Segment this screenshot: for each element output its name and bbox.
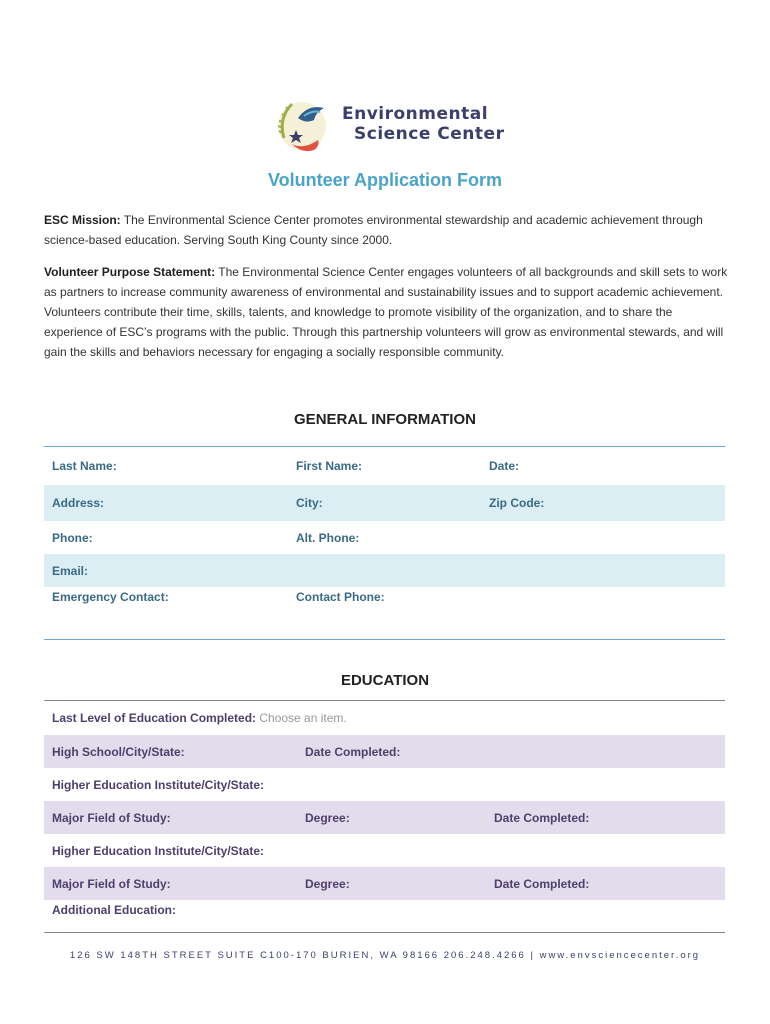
form-title: Volunteer Application Form bbox=[267, 170, 502, 190]
row-major-2 bbox=[44, 867, 725, 900]
address-field[interactable]: Address: bbox=[52, 496, 105, 510]
row-address bbox=[44, 485, 725, 521]
date-field[interactable]: Date: bbox=[489, 459, 520, 473]
row-name-date bbox=[44, 447, 725, 485]
high-school-field[interactable]: High School/City/State: bbox=[52, 744, 185, 759]
mission-text: The Environmental Science Center promotes environmental stewardship and academic achievement through science-based education. Serving South King County since 2000. bbox=[44, 213, 703, 247]
mission-label: ESC Mission: bbox=[44, 213, 121, 227]
last-level-label: Last Level of Education Completed: bbox=[52, 711, 257, 725]
higher-ed-2-field[interactable]: Higher Education Institute/City/State: bbox=[52, 843, 265, 858]
row-major-1 bbox=[44, 801, 725, 834]
degree-2-field[interactable]: Degree: bbox=[305, 876, 350, 891]
education-bottom-rule bbox=[44, 932, 725, 933]
purpose-label: Volunteer Purpose Statement: bbox=[44, 265, 216, 279]
row-phone bbox=[44, 521, 725, 554]
mission-paragraph bbox=[44, 210, 734, 250]
general-information-heading: GENERAL INFORMATION bbox=[294, 411, 476, 428]
higher-ed-1-field[interactable]: Higher Education Institute/City/State: bbox=[52, 777, 265, 792]
logo-wordmark bbox=[342, 104, 504, 144]
education-heading: EDUCATION bbox=[340, 672, 430, 689]
contact-phone-field[interactable]: Contact Phone: bbox=[296, 590, 385, 604]
row-emergency bbox=[44, 587, 725, 607]
last-level-education-field[interactable] bbox=[52, 711, 347, 725]
choose-item-dropdown[interactable]: Choose an item. bbox=[256, 711, 347, 725]
purpose-text: The Environmental Science Center engages volunteers of all backgrounds and skill sets to work as partners to increase community awareness of environmental and sustainability issues and to support academic achievement. Volunteers contribute their time, skills, talents, and knowledge to promote visibility of the organization, and to share the experience of ESC’s programs with the public. Through this partnership volunteers will grow as environmental stewards, and will gain the skills and behaviors necessary for engaging a socially responsible community. bbox=[44, 265, 728, 359]
row-additional bbox=[44, 900, 725, 920]
additional-education-field[interactable]: Additional Education: bbox=[52, 903, 176, 917]
emergency-contact-field[interactable]: Emergency Contact: bbox=[52, 590, 169, 604]
hs-date-completed-field[interactable]: Date Completed: bbox=[305, 744, 401, 759]
zip-code-field[interactable]: Zip Code: bbox=[489, 496, 545, 510]
email-field[interactable]: Email: bbox=[52, 563, 89, 578]
first-name-field[interactable]: First Name: bbox=[296, 459, 363, 473]
row-higher-ed-1 bbox=[44, 768, 725, 801]
date-completed-1-field[interactable]: Date Completed: bbox=[494, 810, 590, 825]
alt-phone-field[interactable]: Alt. Phone: bbox=[296, 530, 360, 545]
date-completed-2-field[interactable]: Date Completed: bbox=[494, 876, 590, 891]
logo-line-2: Science Center bbox=[354, 124, 505, 144]
row-high-school bbox=[44, 735, 725, 768]
purpose-paragraph bbox=[44, 262, 734, 362]
row-email bbox=[44, 554, 725, 587]
major-2-field[interactable]: Major Field of Study: bbox=[52, 876, 171, 891]
major-1-field[interactable]: Major Field of Study: bbox=[52, 810, 171, 825]
row-last-level bbox=[44, 701, 725, 735]
row-higher-ed-2 bbox=[44, 834, 725, 867]
esc-logo bbox=[270, 92, 510, 158]
footer-address: 126 SW 148TH STREET SUITE C100-170 BURIEN, WA 98166 206.248.4266 | www.envsciencecenter.org bbox=[69, 950, 701, 961]
phone-field[interactable]: Phone: bbox=[52, 530, 93, 545]
last-name-field[interactable]: Last Name: bbox=[52, 459, 117, 473]
degree-1-field[interactable]: Degree: bbox=[305, 810, 350, 825]
general-bottom-rule bbox=[44, 639, 725, 640]
city-field[interactable]: City: bbox=[296, 496, 323, 510]
esc-logo-icon bbox=[274, 94, 334, 156]
logo-line-1: Environmental bbox=[342, 104, 489, 124]
